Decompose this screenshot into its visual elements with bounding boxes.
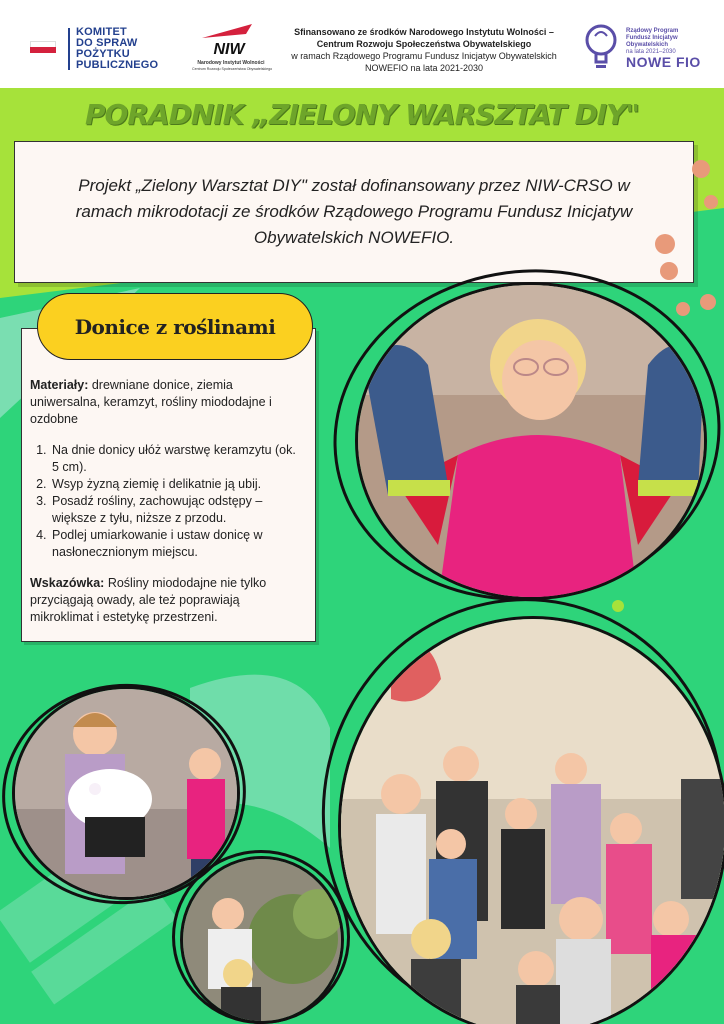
tip-paragraph xyxy=(30,575,305,626)
komitet-line: PUBLICZNEGO xyxy=(76,59,159,71)
section-heading: Donice z roślinami xyxy=(74,314,276,339)
funding-line: w ramach Rządowego Programu Fundusz Inicjatyw Obywatelskich xyxy=(291,51,557,61)
girl-gloves-photo xyxy=(355,282,707,600)
decor-dot xyxy=(700,294,716,310)
decor-dot xyxy=(660,262,678,280)
header-bar xyxy=(0,0,724,88)
niw-subtitle xyxy=(192,60,273,72)
materials-text: drewniane donice, ziemia uniwersalna, keramzyt, rośliny miododajne i ozdobne xyxy=(30,378,272,426)
decor-dot xyxy=(704,195,718,209)
funding-line: NOWEFIO na lata 2021-2030 xyxy=(364,63,484,73)
funding-line: Centrum Rozwoju Społeczeństwa Obywatelskiego xyxy=(316,39,532,49)
komitet-line: DO SPRAW xyxy=(76,37,138,49)
kids-planting-photo xyxy=(180,856,344,1024)
decor-dot xyxy=(692,160,710,178)
list-item: 4. Podlej umiarkowanie i ustaw donicę w nasłonecznionym miejscu. xyxy=(50,527,305,561)
steps-list xyxy=(50,442,305,561)
komitet-line: KOMITET xyxy=(76,26,127,38)
decor-dot xyxy=(655,234,675,254)
decor-dot xyxy=(676,302,690,316)
tip-text: Rośliny miododajne nie tylko przyciągają owady, ale też poprawiają mikroklimat i estetykę przestrzeni. xyxy=(30,576,267,624)
niw-subtitle-line: Centrum Rozwoju Społeczeństwa Obywatelskiego xyxy=(192,67,273,71)
intro-text: Projekt „Zielony Warsztat DIY" został dofinansowany przez NIW-CRSO w ramach mikrodotacji ze środków Rządowego Programu Fundusz Inicjatyw Obywatelskich NOWEFIO. xyxy=(75,176,633,247)
komitet-logo xyxy=(76,27,176,71)
intro-box xyxy=(14,141,694,283)
polish-flag-icon xyxy=(30,41,56,53)
komitet-line: POŻYTKU xyxy=(76,48,130,60)
list-item: 3. Posadź rośliny, zachowując odstępy – większe z tyłu, niższe z przodu. xyxy=(50,493,305,527)
materials-paragraph xyxy=(30,377,305,428)
fio-subtitle-line: Obywatelskich xyxy=(626,42,669,48)
funding-statement xyxy=(282,26,566,74)
fio-subtitle-line: Fundusz Inicjatyw xyxy=(626,35,678,41)
niw-logo-text: NIW xyxy=(213,41,245,58)
fio-subtitle xyxy=(626,28,706,56)
fio-subtitle-line: na lata 2021–2030 xyxy=(626,49,676,55)
page-title: PORADNIK „ZIELONY WARSZTAT DIY" xyxy=(85,98,639,131)
list-item: 1. Na dnie donicy ułóż warstwę keramzytu (ok. 5 cm). xyxy=(50,442,305,476)
section-heading-pill xyxy=(37,293,313,360)
tip-label: Wskazówka: xyxy=(30,576,105,590)
fio-subtitle-line: Rządowy Program xyxy=(626,28,679,34)
group-photo xyxy=(338,616,724,1024)
nowe-fio-logo: NOWE FIO xyxy=(626,54,701,70)
instructions-card xyxy=(21,328,316,642)
komitet-divider xyxy=(68,28,70,70)
list-item: 2. Wsyp żyzną ziemię i delikatnie ją ubij. xyxy=(50,476,305,493)
funding-line: Sfinansowano ze środków Narodowego Instytutu Wolności – xyxy=(294,27,554,37)
niw-subtitle-line: Narodowy Instytut Wolności xyxy=(197,60,265,66)
lightbulb-icon xyxy=(584,24,618,72)
materials-label: Materiały: xyxy=(30,378,89,392)
decor-dot xyxy=(612,600,624,612)
